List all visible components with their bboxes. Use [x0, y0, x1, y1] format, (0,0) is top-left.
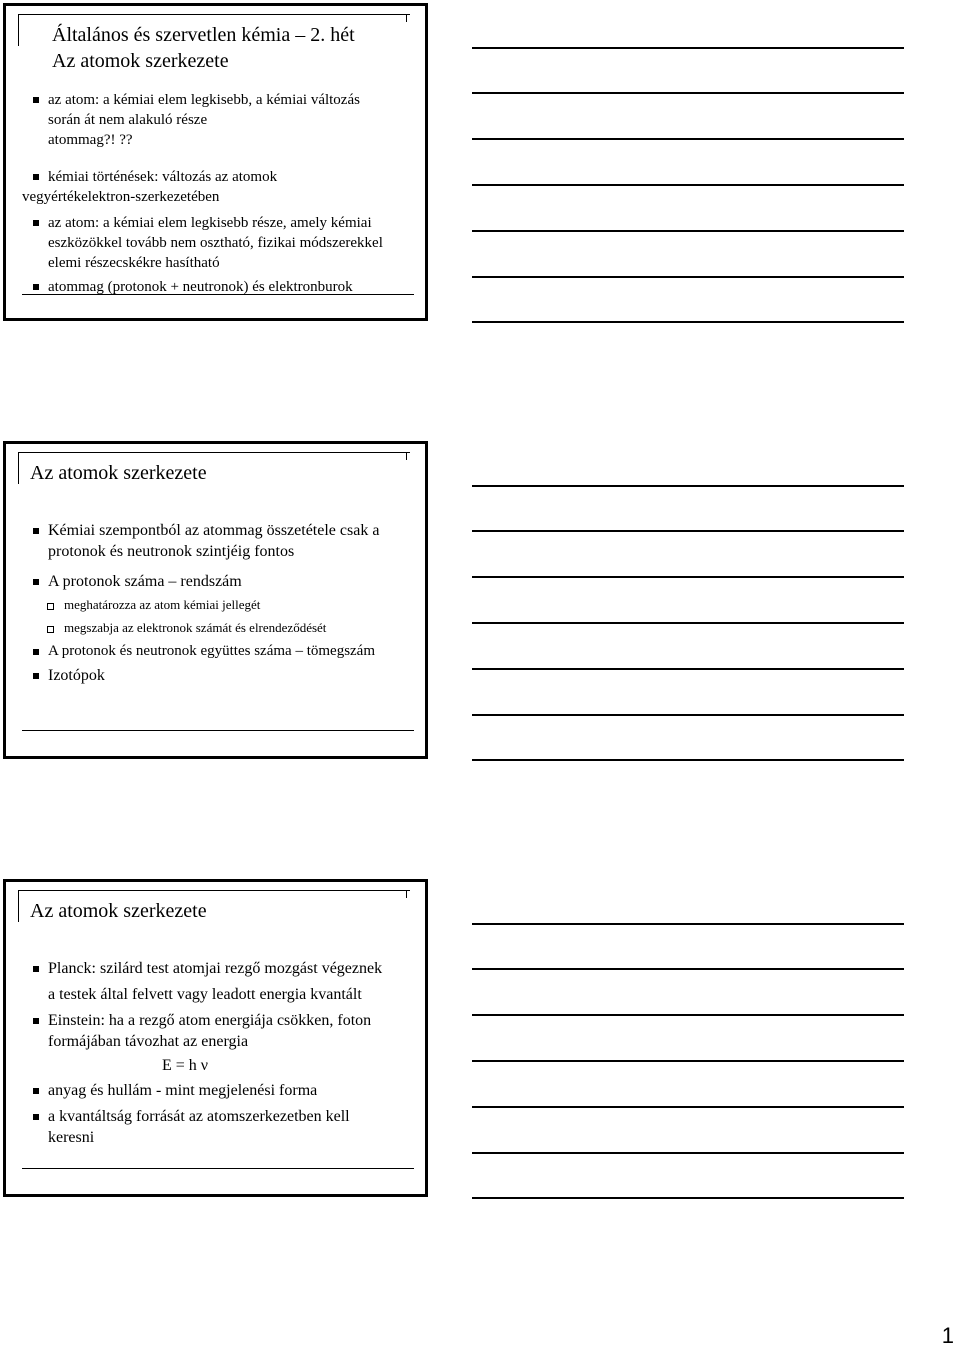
bullet-item	[22, 595, 415, 615]
slide-3	[3, 879, 428, 1197]
square-bullet-icon	[33, 284, 39, 290]
note-line	[472, 668, 904, 670]
page-number: 1	[941, 1323, 954, 1348]
note-line	[472, 576, 904, 578]
square-bullet-icon	[33, 579, 39, 585]
note-line	[472, 321, 904, 323]
notes-lines	[472, 441, 904, 759]
bullet-list	[22, 520, 415, 686]
square-bullet-icon	[33, 528, 39, 534]
note-line	[472, 1197, 904, 1199]
bullet-text: atommag (protonok + neutronok) és elektronburok	[48, 279, 353, 295]
bullet-text: az atom: a kémiai elem legkisebb, a kémiai változás során át nem alakuló része	[48, 92, 360, 128]
note-line	[472, 1060, 904, 1062]
slide-frame-line	[406, 890, 407, 898]
square-bullet-icon	[33, 97, 39, 103]
bullet-text: A protonok és neutronok együttes száma – tömegszám	[48, 643, 376, 659]
square-bullet-icon	[33, 220, 39, 226]
bullet-item	[22, 90, 388, 130]
slide-frame-line	[18, 890, 410, 891]
slide-title-line-2: Az atomok szerkezete	[52, 50, 229, 72]
note-line	[472, 92, 904, 94]
square-bullet-icon	[33, 1018, 39, 1024]
bullet-item	[22, 213, 418, 273]
note-line	[472, 968, 904, 970]
note-line	[472, 1106, 904, 1108]
slide-frame-line	[18, 452, 410, 453]
bullet-text: atommag?! ??	[48, 132, 133, 148]
note-line	[472, 138, 904, 140]
slide-frame-line	[22, 294, 414, 295]
bullet-item	[22, 1106, 398, 1148]
slide-frame-line	[18, 452, 19, 484]
square-bullet-icon	[33, 649, 39, 655]
slide-title-line-1: Általános és szervetlen kémia – 2. hét	[52, 24, 355, 46]
bullet-item	[22, 571, 415, 592]
slide-frame-line	[18, 14, 19, 46]
note-line	[472, 530, 904, 532]
bullet-item	[22, 1010, 418, 1052]
slide-title: Az atomok szerkezete	[30, 900, 207, 922]
bullet-item	[22, 641, 415, 661]
square-bullet-icon	[33, 1114, 39, 1120]
slide-frame-line	[22, 730, 414, 731]
bullet-text: megszabja az elektronok számát és elrendeződését	[64, 620, 327, 635]
bullet-item	[22, 520, 428, 562]
bullet-item	[22, 167, 322, 207]
slide-1	[3, 3, 428, 321]
hollow-square-bullet-icon	[47, 603, 54, 610]
slide-2	[3, 441, 428, 759]
note-line	[472, 184, 904, 186]
formula-item	[22, 1055, 415, 1076]
bullet-item	[22, 958, 415, 979]
slide-frame-line	[18, 890, 19, 922]
bullet-item	[22, 1080, 415, 1101]
note-line	[472, 759, 904, 761]
bullet-text: Kémiai szempontból az atommag összetétele csak a protonok és neutronok szintjéig fontos	[48, 522, 380, 560]
bullet-text: anyag és hullám - mint megjelenési forma	[48, 1082, 318, 1099]
note-line	[472, 923, 904, 925]
bullet-text: az atom: a kémiai elem legkisebb része, amely kémiai eszközökkel tovább nem osztható, fizikai módszerekkel elemi részecskékre hasítható	[48, 215, 383, 271]
note-line	[472, 622, 904, 624]
note-line	[472, 714, 904, 716]
slide-title: Az atomok szerkezete	[30, 462, 207, 484]
note-line	[472, 1152, 904, 1154]
slide-frame-line	[406, 452, 407, 460]
note-line	[472, 230, 904, 232]
note-line	[472, 47, 904, 49]
bullet-text: a kvantáltság forrását az atomszerkezetben kell keresni	[48, 1108, 350, 1146]
note-line	[472, 1014, 904, 1016]
bullet-text: Einstein: ha a rezgő atom energiája csökken, foton formájában távozhat az energia	[48, 1012, 372, 1050]
bullet-item	[22, 130, 415, 150]
note-line	[472, 276, 904, 278]
bullet-item	[22, 618, 415, 638]
hollow-square-bullet-icon	[47, 626, 54, 633]
notes-lines	[472, 3, 904, 321]
bullet-list	[22, 90, 415, 297]
energy-formula: E = h ν	[162, 1057, 209, 1074]
notes-lines	[472, 879, 904, 1197]
slide-title	[52, 22, 355, 74]
slide-frame-line	[22, 1168, 414, 1169]
slide-frame-line	[18, 14, 410, 15]
note-line	[472, 485, 904, 487]
bullet-list	[22, 958, 415, 1148]
bullet-text: A protonok száma – rendszám	[48, 573, 242, 590]
square-bullet-icon	[33, 174, 39, 180]
bullet-text: a testek által felvett vagy leadott energia kvantált	[48, 986, 362, 1003]
square-bullet-icon	[33, 673, 39, 679]
bullet-text: Izotópok	[48, 667, 105, 684]
bullet-text: kémiai történések: változás az atomok vegyértékelektron-szerkezetében	[22, 169, 278, 205]
bullet-item	[22, 984, 415, 1005]
square-bullet-icon	[33, 966, 39, 972]
bullet-item	[22, 665, 415, 686]
bullet-text: Planck: szilárd test atomjai rezgő mozgást végeznek	[48, 960, 383, 977]
square-bullet-icon	[33, 1088, 39, 1094]
slide-frame-line	[406, 14, 407, 22]
bullet-text: meghatározza az atom kémiai jellegét	[64, 597, 261, 612]
